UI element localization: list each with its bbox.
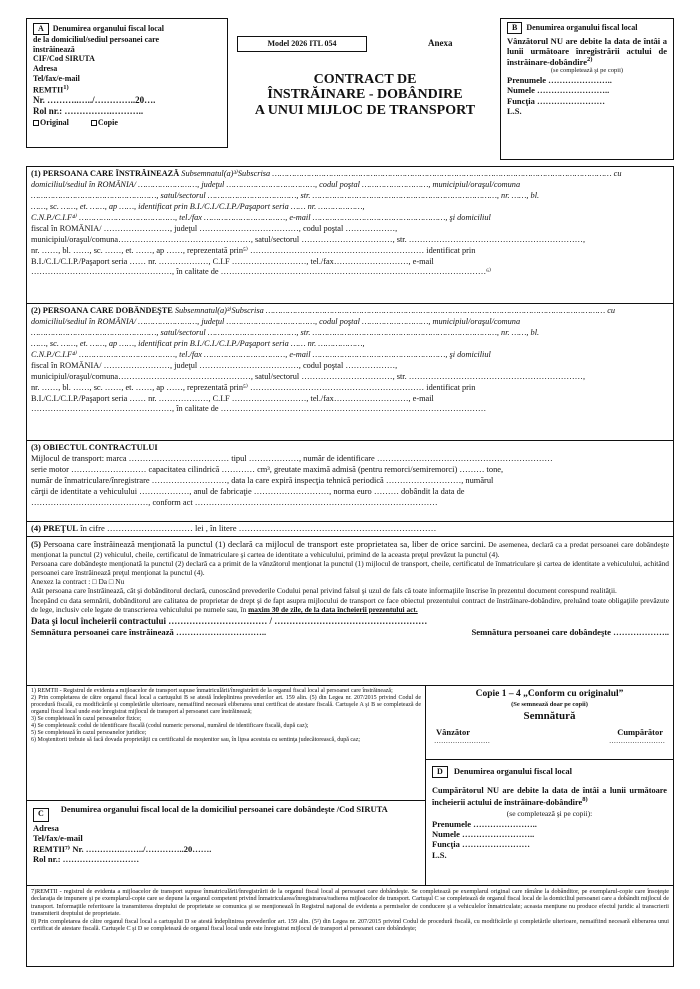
copie-semnatura: Semnătură bbox=[523, 709, 576, 722]
footnote-2: 2) Prin completarea de către organul fiscal local a cartuşului B se atestă îndeplinirea prevederilor art. 159 alin. (5) din Legea nr. 207/2015 privind Codul de procedură fiscală, cu modificările şi completările ulterioare, nemaifiind necesară eliberarea unui certificat de atestare fiscală. Cartuşele A şi B se completează de organul fiscal local unde este înregistrat mijlocul de transport al persoanei care înstrăinează; bbox=[31, 695, 421, 716]
box-a-line-1: de la domiciliul/sediul persoanei care bbox=[33, 34, 160, 44]
box-b-note: (se completează şi pe copii) bbox=[550, 67, 624, 75]
anexa-label: Anexa bbox=[428, 38, 453, 48]
footnote-8: 8) Prin completarea de către organul fiscal local a cartuşului D se atestă îndeplinirea prevederilor art. 159 alin. (5²) din Legea nr. 207/2015 privind Codul de procedură fiscală, cu modificările şi completările ulterioare, nemaifiind necesară eliberarea unui certificat de atestare fiscală. Cartuşele C şi D se completează de organul fiscal local unde este înregistrat mijlocul de transport al persoanei care dobândeşte; bbox=[31, 917, 669, 933]
section-3-line-4: ……………………………………, conform act …………………………………………………………………………… bbox=[31, 497, 438, 507]
buyer-signature: Semnătura persoanei care dobândeşte ……………….. bbox=[471, 627, 669, 638]
box-b-header: Denumirea organului fiscal local bbox=[526, 23, 638, 32]
section-3-object bbox=[26, 440, 674, 522]
contract-title bbox=[225, 72, 505, 118]
section-2-line-1: domiciliul/sediul în ROMÂNIA/ ……………………, judeţul ………………………………, codul poştal ………………………, municipiul/oraşul/comuna bbox=[31, 316, 521, 326]
section-5-p3: Persoana care dobândeşte menţionată la punctul (2) declară ca a primit de la vânzătorul menţionat la punctul (1) mijlocul de transport, cheile, certificatul de înmatriculare şi cartea de identitate a vehiculului, achitând persoanei care înstrăinează preţul menţionat la punctul (4). bbox=[31, 558, 669, 577]
footnote-5: 5) Se completează în cazul persoanelor juridice; bbox=[31, 730, 147, 737]
copie-note: (Se semnează doar pe copii) bbox=[511, 700, 588, 708]
section-1-line-8: B.I./C.I./C.I.P./Paşaport seria …… nr. ………………, C.I.F ………………………, tel./fax………………………, e-mail bbox=[31, 256, 434, 266]
box-c-tag: C bbox=[33, 808, 49, 822]
section-1-line-7: nr. ……, bl. ……, sc. ……, et. ……, ap ……, reprezentată prin⁵⁾ ……………………………………………………… identificat prin bbox=[31, 245, 476, 255]
section-3-line-3: cărţii de identitate a vehiculului ………………, anul de fabricaţie ………………………, norma euro ……… dobândit la data de bbox=[31, 486, 465, 496]
box-c-header: Denumirea organului fiscal local de la domiciliul persoanei care dobândeşte /Cod SIRUTA bbox=[60, 804, 388, 814]
section-5-p1: Persoana care înstrăinează menţionată la punctul (1) declară ca mijlocul de transport este proprietatea sa, liber de orice sarcini. bbox=[43, 539, 486, 549]
section-5-p6b: maxim 30 de zile, de la data încheierii prezentului act. bbox=[248, 604, 418, 614]
box-c-rol: Rol nr.: ……………………… bbox=[33, 854, 140, 865]
section-1-line-1: domiciliul/sediul în ROMÂNIA/ ……………………, judeţul ………………………………, codul poştal ………………………, municipiul/oraşul/comuna bbox=[31, 179, 521, 189]
footnote-7: 7)REMTII - registrul de evidenta a mijloacelor de transport supuse înmatriculării/înregistrării de la organul fiscal local al persoanei care dobândeşte. Se completează pe exemplarul original care rămâne la dobânditor, pe exemplarul-copie care însoţeşte declaraţia de impunere şi pe exemplarul-copie care se depune la organul competent privind înmatricularea/înregistrarea/radierea mijloacelor de transport. Cartuşul C se completează de organul fiscal local de la domiciliul persoanei care a dobândit mijlocul de transport. Informaţiile referitoare la transmiterea dreptului de proprietate se comunica şi se menţionează în Registrul naţional de evidenta a permiselor de conducere şi a vehiculelor înmatriculate; aceasta menţiune nu produce efectul juridic al transcrierii transmiterii dreptului de proprietate. bbox=[31, 888, 669, 918]
box-d-nume: Numele …………………….. bbox=[432, 828, 535, 839]
copie-vanzator: Vânzător bbox=[436, 726, 470, 737]
title-line-1: CONTRACT DE bbox=[313, 72, 417, 87]
box-c-tel: Tel/fax/e-mail bbox=[33, 833, 83, 844]
copie-title: Copie 1 – 4 „Conform cu originalul” bbox=[475, 689, 624, 699]
section-4-heading: (4) PREŢUL bbox=[31, 523, 79, 533]
copie-label: Copie bbox=[97, 117, 118, 127]
model-label: Model 2026 ITL 054 bbox=[237, 36, 367, 52]
copie-cumparator-dots: …………………… bbox=[609, 737, 665, 746]
section-3-line-0: Mijlocul de transport: marca ……………………………… tipul ………………, număr de identificare ……………………………………………………… bbox=[31, 453, 553, 463]
footnote-3: 3) Se completează în cazul persoanelor fizice; bbox=[31, 716, 142, 723]
section-1-line-0: Subsemnatul(a)³⁾Subscrisa ………………………………………………………………………………………………………………………… cu bbox=[181, 169, 622, 178]
section-5-p2: De asemenea, declară ca a predat persoanei care dobândeşte menţionat la punctul (2) vehiculul, cheile, certificatul de înmatriculare şi cartea de identitate a vehiculului, primind de la aceasta preţul prevăzut la punctul (4). bbox=[31, 540, 669, 559]
box-d bbox=[425, 759, 674, 886]
section-2-line-4: C.N.P./C.I.F⁴⁾ …………………………………, tel./fax ……………………………, e-mail ………………………………………………, şi domiciliul bbox=[31, 349, 491, 359]
box-a-tag: A bbox=[33, 23, 49, 35]
box-c bbox=[26, 800, 426, 886]
box-a-line-8: Rol nr.: …………….……….. bbox=[33, 105, 144, 116]
section-2-line-6: municipiul/oraşul/comuna…………………………………………, satul/sectorul ……………………………, str. ………………………………………………………, bbox=[31, 371, 586, 381]
section-2-line-8: B.I./C.I./C.I.P./Paşaport seria …… nr. ………………, C.I.F ………………………, tel./fax………………………, e-mail bbox=[31, 393, 434, 403]
original-label: Original bbox=[40, 117, 69, 127]
footnote-1: 1) REMTII - Registrul de evidenta a mijloacelor de transport supuse înmatriculării/înregistrării de la organul fiscal local al persoanei care înstrăinează; bbox=[31, 688, 393, 694]
title-line-2: ÎNSTRĂINARE - DOBÂNDIRE bbox=[267, 87, 463, 103]
section-2-line-5: fiscal în ROMÂNIA/ ……………………, judeţul ………………………………, codul poştal ………………, bbox=[31, 360, 398, 370]
original-checkbox[interactable] bbox=[33, 120, 39, 126]
footnote-4: 4) Se completează: codul de identificare fiscală (codul numeric personal, numărul de identificare fiscală, după caz); bbox=[31, 723, 309, 730]
box-c-remtii: REMTII⁷⁾ Nr. ………….……../…………..20……. bbox=[33, 843, 212, 854]
box-d-header: Denumirea organului fiscal local bbox=[453, 766, 573, 776]
box-d-ls: L.S. bbox=[432, 849, 447, 860]
box-b-ls: L.S. bbox=[507, 106, 522, 117]
section-2-line-3: ……, sc. ……, et. ……, ap ……, identificat prin B.I./C.I./C.I.P./Paşaport seria …… nr. ………………, bbox=[31, 338, 365, 348]
box-a-line-7: Nr. ………..…../…………..20…. bbox=[33, 94, 156, 105]
box-b-tag: B bbox=[507, 22, 522, 34]
section-2-buyer bbox=[26, 303, 674, 441]
section-3-line-2: număr de înmatriculare/înregistrare ………………………, data la care expiră inspecţia tehnică periodică ………………………, numărul bbox=[31, 475, 494, 485]
seller-signature: Semnătura persoanei care înstrăinează ………………………….. bbox=[31, 627, 267, 638]
box-b-nume: Numele …………………….. bbox=[507, 85, 610, 96]
section-4-price bbox=[26, 521, 674, 537]
footnotes-1 bbox=[26, 685, 426, 801]
box-a-line-2: înstrăinează bbox=[33, 44, 75, 54]
section-3-line-1: serie motor ……………………… capacitatea cilindrică ………… cm³, greutate maximă admisă (pentru remorci/semiremorci) ……… tone, bbox=[31, 464, 504, 474]
section-2-heading: (2) PERSOANA CARE DOBÂNDEŞTE bbox=[31, 306, 173, 315]
section-1-heading: (1) PERSOANA CARE ÎNSTRĂINEAZĂ bbox=[31, 169, 180, 178]
section-2-line-0: Subsemnatul(a)³⁾Subscrisa ………………………………………………………………………………………………………………………… cu bbox=[174, 306, 616, 315]
copie-cumparator: Cumpărător bbox=[617, 726, 663, 737]
box-b-prenume: Prenumele ………………….. bbox=[507, 75, 612, 86]
section-1-seller bbox=[26, 166, 674, 304]
title-line-3: A UNUI MIJLOC DE TRANSPORT bbox=[254, 102, 476, 118]
box-d-prenume: Prenumele ………………….. bbox=[432, 818, 537, 829]
box-a-line-3: CIF/Cod SIRUTA bbox=[33, 54, 95, 64]
footnotes-2 bbox=[26, 885, 674, 967]
section-2-line-7: nr. ……, bl. ……, sc. ……, et. ……, ap ……, reprezentată prin⁵⁾ ……………………………………………………… identificat prin bbox=[31, 382, 476, 392]
box-b-text: Vânzătorul NU are debite la data de întâi a lunii următoare înregistrării actului de înstrăinare-dobândire bbox=[507, 35, 667, 67]
box-c-adresa: Adresa bbox=[33, 823, 59, 833]
section-1-line-5: fiscal în ROMÂNIA/ ……………………, judeţul ………………………………, codul poştal ………………, bbox=[31, 223, 398, 233]
section-1-line-2: ……………………………………………, satul/sectorul ………………………………, str. …………………………………………………………………, nr. ……, bl. bbox=[31, 190, 540, 200]
section-5-declarations bbox=[26, 536, 674, 686]
copie-checkbox[interactable] bbox=[91, 120, 97, 126]
section-2-line-9: ……………………………………………, în calitate de …………………………………………………………………………………… bbox=[31, 404, 487, 414]
section-5-date-line: Data şi locul încheierii contractului …………………………… / …………………………………………… bbox=[31, 615, 428, 626]
copie-block bbox=[425, 685, 674, 760]
box-d-functia: Funcţia …………………… bbox=[432, 839, 530, 850]
box-a bbox=[26, 18, 228, 148]
box-a-line-6: REMTII bbox=[33, 85, 64, 95]
box-b bbox=[500, 18, 674, 160]
section-1-line-6: municipiul/oraşul/comuna…………………………………………, satul/sectorul ……………………………, str. ………………………………………………………, bbox=[31, 234, 586, 244]
section-1-line-3: ……, sc. ……, et. ……, ap ……, identificat prin B.I./C.I./C.I.P./Paşaport seria …… nr. ………………, bbox=[31, 201, 365, 211]
section-2-line-2: ……………………………………………, satul/sectorul ………………………………, str. …………………………………………………………………, nr. ……, bl. bbox=[31, 327, 540, 337]
section-1-line-4: C.N.P./C.I.F⁴⁾ …………………………………, tel./fax ……………………………, e-mail ………………………………………………, şi domiciliul bbox=[31, 212, 491, 222]
section-1-line-9: ……………………………………………, în calitate de ……………………………………………………………………………………⁶⁾ bbox=[31, 267, 492, 277]
box-a-remtii-sup: 1) bbox=[63, 83, 69, 91]
box-d-note: (se completează şi pe copii): bbox=[506, 809, 593, 819]
section-5-heading: (5) bbox=[31, 539, 42, 549]
box-a-line-5: Tel/fax/e-mail bbox=[33, 73, 80, 83]
box-d-tag: D bbox=[432, 766, 448, 778]
box-b-sup: 2) bbox=[586, 56, 593, 64]
section-5-p5: Atât persoana care înstrăinează, cât şi dobânditorul declară, cunoscând prevederile Codului penal privind falsul şi uzul de fals că toate informaţiile înscrise în prezentul document corespund realităţii. bbox=[31, 586, 617, 596]
section-5-p4: Anexez la contract : □ Da □ Nu bbox=[31, 577, 125, 587]
section-5-p6a: Începând cu data semnării, dobânditorul are calitatea de proprietar de drept şi de fapt asupra mijlocului de transport ce face obiectul prezentului contract de înstrăinare-dobândire, preluând toate obligaţiile prevăzute de lege, inclusiv cele legate de transcrierea vehiculului pe numele sau, în bbox=[31, 595, 669, 614]
box-b-functia: Funcţia …………………… bbox=[507, 95, 605, 106]
box-d-sup: 8) bbox=[582, 795, 588, 803]
box-a-line-4: Adresa bbox=[33, 64, 58, 73]
footnote-6: 6) Moştenitorii trebuie să facă dovada proprietăţii cu certificatul de moştenitor sau, în lipsa acestuia cu sentinţa judecătorească, după caz; bbox=[31, 737, 361, 744]
section-3-heading: (3) OBIECTUL CONTRACTULUI bbox=[31, 443, 158, 452]
section-4-text: în cifre ………………………… lei , în litere …………………………………………………………… bbox=[80, 523, 437, 533]
box-d-text: Cumpărătorul NU are debite la data de întâi a lunii următoare încheierii actului de înstrăinare-dobândire bbox=[432, 785, 667, 807]
box-a-line-0: Denumirea organului fiscal local bbox=[52, 24, 164, 33]
copie-vanzator-dots: …………………… bbox=[434, 737, 490, 746]
